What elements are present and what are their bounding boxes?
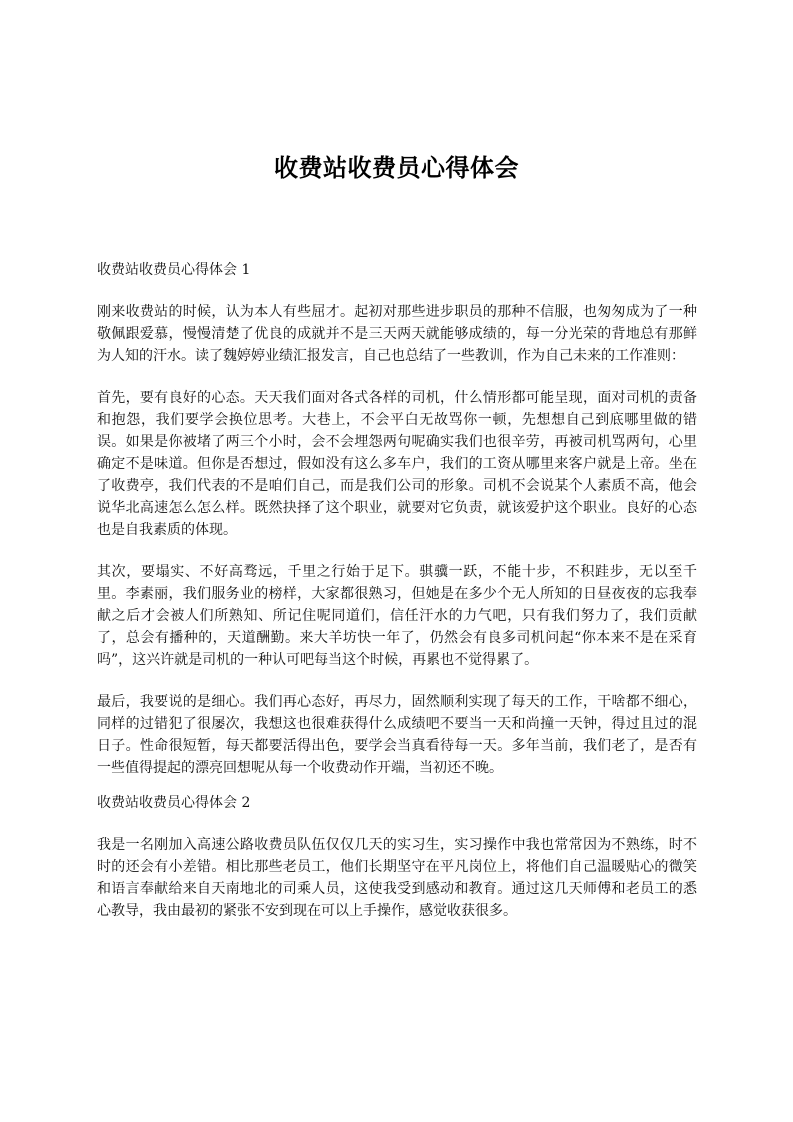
document-title: 收费站收费员心得体会 [274, 154, 519, 183]
document-body [97, 259, 697, 922]
paragraph: 刚来收费站的时候，认为本人有些屈才。起初对那些进步职员的那种不信服，也匆匆成为了一种敬佩跟爱慕，慢慢清楚了优良的成就并不是三天两天就能够成绩的，每一分光荣的背地总有那鲜为人知的汗水。读了魏婷婷业绩汇报发言，自己也总结了一些教训，作为自己未来的工作准则： [97, 304, 697, 364]
paragraph: 最后，我要说的是细心。我们再心态好，再尽力，固然顺利实现了每天的工作，干啥都不细心，同样的过错犯了很屡次，我想这也很难获得什么成绩吧不要当一天和尚撞一天钟，得过且过的混日子。性命很短暂，每天都要活得出色，要学会当真看待每一天。多年当前，我们老了，是否有一些值得提起的漂亮回想呢从每一个收费动作开端，当初还不晚。 [97, 694, 697, 776]
paragraph: 我是一名刚加入高速公路收费员队伍仅仅几天的实习生，实习操作中我也常常因为不熟练，时不时的还会有小差错。相比那些老员工，他们长期坚守在平凡岗位上，将他们自己温暖贴心的微笑和语言奉献给来自天南地北的司乘人员，这使我受到感动和教育。通过这几天师傅和老员工的悉心教导，我由最初的紧张不安到现在可以上手操作，感觉收获很多。 [97, 837, 697, 919]
section-heading: 收费站收费员心得体会 1 [97, 262, 251, 278]
paragraph: 其次，要塌实、不好高骛远，千里之行始于足下。骐骥一跃，不能十步，不积跬步，无以至千里。李素丽，我们服务业的榜样，大家都很熟习，但她是在多少个无人所知的日昼夜夜的忘我奉献之后才会被人们所熟知、所记住呢同道们，信任汗水的力气吧，只有我们努力了，我们贡献了，总会有播种的，天道酬勤。来大羊坊快一年了，仍然会有良多司机问起“你本来不是在采育吗”，这兴许就是司机的一种认可吧每当这个时候，再累也不觉得累了。 [97, 564, 697, 668]
paragraph: 首先，要有良好的心态。天天我们面对各式各样的司机，什么情形都可能呈现，面对司机的责备和抱怨，我们要学会换位思考。大巷上，不会平白无故骂你一顿，先想想自己到底哪里做的错误。如果是你被堵了两三个小时，会不会埋怨两句呢确实我们也很辛劳，再被司机骂两句，心里确定不是味道。但你是否想过，假如没有这么多车户，我们的工资从哪里来客户就是上帝。坐在了收费亭，我们代表的不是咱们自己，而是我们公司的形象。司机不会说某个人素质不高，他会说华北高速怎么怎么样。既然抉择了这个职业，就要对它负责，就该爱护这个职业。良好的心态也是自我素质的体现。 [97, 390, 697, 538]
section-heading: 收费站收费员心得体会 2 [97, 795, 251, 811]
